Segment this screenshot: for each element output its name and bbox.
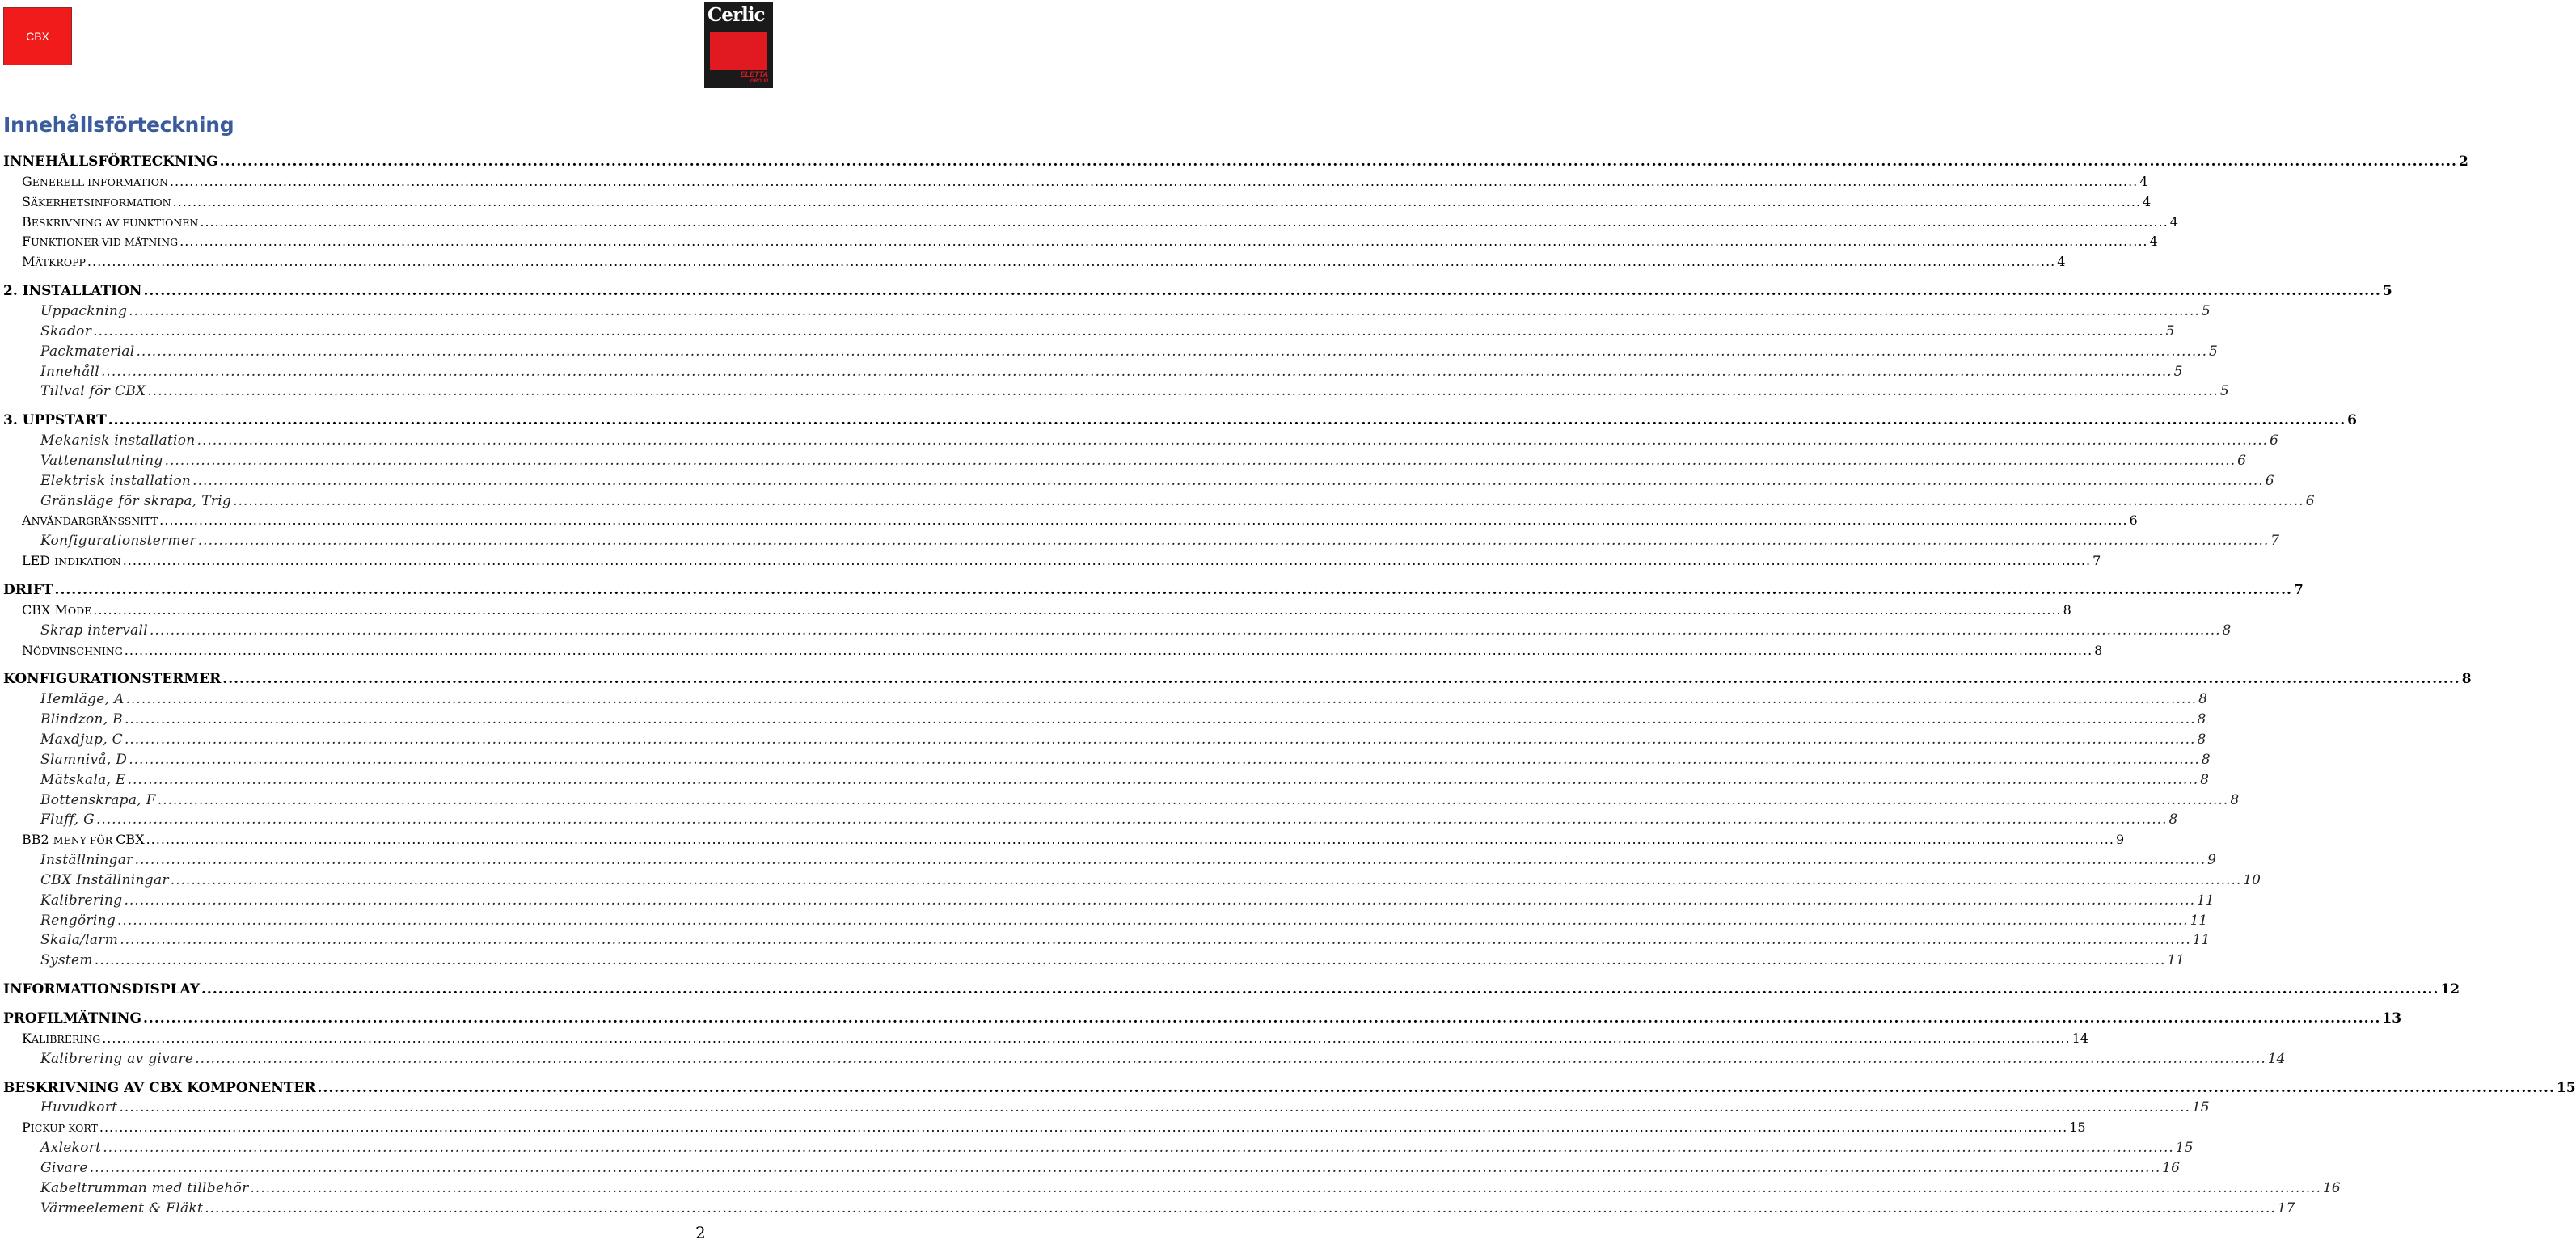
toc-entry-title: Skrap intervall: [40, 622, 149, 639]
toc-entry-page: 8: [2197, 711, 2206, 728]
toc-entry-title: [22, 553, 121, 568]
toc-entry-title: System: [40, 952, 93, 969]
toc-entry[interactable]: [40, 731, 2206, 751]
toc-entry-page: 9: [2115, 832, 2125, 848]
toc-entry[interactable]: [40, 452, 2246, 472]
toc-entry-title: Kalibrering: [40, 892, 123, 909]
toc-entry[interactable]: [40, 852, 2216, 871]
toc-entry-title: [22, 512, 158, 528]
toc-leader-dots: ................................................................................................................................................................................................................................................................................................................................................................................................................: [159, 512, 2128, 529]
toc-entry-page: 6: [2270, 432, 2278, 449]
toc-entry-title: Uppackning: [40, 302, 128, 319]
toc-entry-page: 8: [2201, 751, 2211, 768]
toc-entry[interactable]: [22, 1030, 2088, 1050]
toc-leader-dots: ................................................................................................................................................................................................................................................................................................................................................................................................................: [134, 852, 2206, 869]
toc-entry[interactable]: [40, 932, 2211, 951]
toc-entry-page: 11: [2190, 912, 2208, 929]
toc-entry[interactable]: [40, 1200, 2295, 1220]
toc-entry-title: Packmaterial: [40, 343, 135, 360]
toc-entry[interactable]: [22, 254, 2066, 273]
toc-leader-dots: ................................................................................................................................................................................................................................................................................................................................................................................................................: [201, 981, 2439, 998]
toc-entry-page: 15: [2191, 1099, 2210, 1116]
toc-entry-title: [22, 1120, 98, 1135]
toc-leader-dots: ................................................................................................................................................................................................................................................................................................................................................................................................................: [172, 193, 2141, 209]
toc-heading: Innehållsförteckning: [3, 113, 234, 137]
toc-entry-page: 12: [2440, 981, 2460, 998]
toc-entry[interactable]: [3, 981, 2460, 1001]
toc-entry[interactable]: [3, 154, 2468, 173]
toc-entry-page: 5: [2209, 343, 2218, 360]
toc-entry-cap: BB2: [22, 832, 53, 848]
toc-leader-dots: ................................................................................................................................................................................................................................................................................................................................................................................................................: [222, 671, 2460, 688]
toc-entry-rest: ÖDVINSCHNING: [33, 644, 123, 657]
toc-entry-cap: M: [22, 254, 36, 270]
toc-entry-page: 8: [2197, 731, 2206, 748]
toc-leader-dots: ................................................................................................................................................................................................................................................................................................................................................................................................................: [317, 1079, 2555, 1096]
toc-entry-page: 4: [2139, 173, 2148, 189]
toc-leader-dots: ................................................................................................................................................................................................................................................................................................................................................................................................................: [108, 412, 2346, 429]
toc-entry-title: BESKRIVNING AV CBX KOMPONENTER: [3, 1079, 316, 1096]
toc-entry[interactable]: [40, 791, 2240, 812]
toc-entry[interactable]: [40, 492, 2315, 512]
toc-entry-title: Elektrisk installation: [40, 472, 192, 489]
toc-entry-page: 6: [2129, 512, 2138, 529]
toc-leader-dots: ................................................................................................................................................................................................................................................................................................................................................................................................................: [124, 731, 2196, 748]
toc-entry-cap: K: [22, 1030, 32, 1046]
toc-entry-rest: ÄTKROPP: [35, 256, 86, 269]
toc-entry-title: [22, 832, 145, 847]
logo-tag-eletta: ELETTA: [740, 70, 768, 78]
toc-leader-dots: ................................................................................................................................................................................................................................................................................................................................................................................................................: [179, 234, 2148, 250]
toc-entry-title: Maxdjup, C: [40, 731, 123, 748]
toc-entry[interactable]: [40, 622, 2232, 642]
toc-entry[interactable]: [22, 642, 2103, 662]
toc-entry-page: 5: [2165, 323, 2175, 339]
toc-entry-page: 11: [2197, 892, 2215, 909]
toc-leader-dots: ................................................................................................................................................................................................................................................................................................................................................................................................................: [124, 711, 2196, 728]
toc-entry[interactable]: [40, 1159, 2180, 1179]
toc-entry-title: Fluff, G: [40, 812, 95, 829]
toc-entry-page: 10: [2243, 871, 2261, 888]
toc-entry-title: 2. INSTALLATION: [3, 283, 142, 300]
toc-entry-page: 8: [2094, 642, 2103, 658]
toc-leader-dots: ................................................................................................................................................................................................................................................................................................................................................................................................................: [129, 751, 2200, 768]
toc-entry-title: Axlekort: [40, 1140, 102, 1157]
toc-entry-title: [22, 602, 91, 618]
toc-leader-dots: ................................................................................................................................................................................................................................................................................................................................................................................................................: [150, 622, 2221, 639]
toc-entry[interactable]: [40, 952, 2185, 972]
toc-entry-page: 4: [2149, 234, 2158, 250]
toc-leader-dots: ................................................................................................................................................................................................................................................................................................................................................................................................................: [192, 472, 2264, 489]
toc-leader-dots: ................................................................................................................................................................................................................................................................................................................................................................................................................: [95, 812, 2168, 829]
toc-leader-dots: ................................................................................................................................................................................................................................................................................................................................................................................................................: [196, 432, 2269, 449]
toc-entry-page: 14: [2267, 1050, 2286, 1067]
toc-entry-rest: ÄKERHETSINFORMATION: [30, 196, 171, 209]
toc-entry[interactable]: [40, 472, 2274, 492]
toc-entry[interactable]: [22, 213, 2178, 234]
toc-leader-dots: ................................................................................................................................................................................................................................................................................................................................................................................................................: [120, 932, 2191, 949]
toc-leader-dots: ................................................................................................................................................................................................................................................................................................................................................................................................................: [122, 553, 2092, 569]
toc-leader-dots: ................................................................................................................................................................................................................................................................................................................................................................................................................: [197, 533, 2270, 550]
toc-entry-page: 8: [2222, 622, 2232, 639]
toc-entry[interactable]: [40, 363, 2183, 383]
toc-leader-dots: ................................................................................................................................................................................................................................................................................................................................................................................................................: [119, 1099, 2190, 1116]
toc-entry-title: Bottenskrapa, F: [40, 791, 156, 808]
toc-leader-dots: ................................................................................................................................................................................................................................................................................................................................................................................................................: [94, 952, 2166, 969]
toc-entry[interactable]: [3, 412, 2357, 432]
toc-entry-page: 8: [2461, 671, 2472, 688]
toc-entry[interactable]: [3, 1010, 2402, 1030]
toc-entry-title: 3. UPPSTART: [3, 412, 107, 429]
toc-entry[interactable]: [22, 601, 2071, 622]
toc-entry-page: 7: [2092, 553, 2101, 569]
toc-entry-title: KONFIGURATIONSTERMER: [3, 671, 222, 688]
toc-entry-rest: MENY FÖR: [53, 834, 116, 847]
toc-entry-page: 15: [2175, 1140, 2194, 1157]
toc-entry[interactable]: [3, 671, 2472, 690]
toc-entry-rest: INDIKATION: [54, 555, 121, 568]
toc-entry[interactable]: [40, 432, 2278, 452]
toc-entry-page: 9: [2207, 852, 2216, 869]
toc-entry-title: Givare: [40, 1159, 88, 1176]
toc-entry[interactable]: [22, 234, 2158, 253]
toc-entry-page: 5: [2173, 363, 2183, 380]
toc-entry-title: [22, 194, 171, 209]
toc-entry-title: [22, 214, 198, 230]
toc-entry-page: 11: [2192, 932, 2211, 949]
toc-leader-dots: ................................................................................................................................................................................................................................................................................................................................................................................................................: [250, 1179, 2322, 1196]
toc-leader-dots: ................................................................................................................................................................................................................................................................................................................................................................................................................: [147, 383, 2219, 400]
toc-leader-dots: ................................................................................................................................................................................................................................................................................................................................................................................................................: [99, 1120, 2068, 1136]
toc-entry[interactable]: [40, 383, 2229, 403]
toc-entry[interactable]: [40, 912, 2208, 932]
logo-tag-group: GROUP: [750, 79, 768, 84]
toc-entry-page: 15: [2556, 1079, 2576, 1096]
toc-entry[interactable]: [40, 711, 2206, 731]
toc-entry-title: Kabeltrumman med tillbehör: [40, 1179, 249, 1196]
toc-leader-dots: ................................................................................................................................................................................................................................................................................................................................................................................................................: [101, 363, 2173, 380]
toc-entry-rest: UNKTIONER VID MÄTNING: [31, 236, 179, 249]
toc-entry[interactable]: [40, 871, 2261, 892]
toc-entry[interactable]: [40, 1140, 2194, 1159]
toc-entry-title: [22, 234, 178, 249]
toc-entry-page: 8: [2198, 691, 2207, 708]
toc-entry[interactable]: [40, 691, 2207, 711]
toc-entry[interactable]: [22, 832, 2125, 851]
toc-entry-page: 16: [2323, 1179, 2341, 1196]
toc-entry-title: Kalibrering av givare: [40, 1050, 194, 1067]
toc-entry-title: Värmeelement & Fläkt: [40, 1200, 204, 1217]
toc-entry[interactable]: [22, 1120, 2086, 1139]
toc-entry-page: 6: [2347, 412, 2357, 429]
toc-leader-dots: ................................................................................................................................................................................................................................................................................................................................................................................................................: [89, 1159, 2161, 1176]
toc-entry[interactable]: [3, 283, 2392, 302]
toc-entry-cap: G: [22, 173, 32, 189]
toc-entry[interactable]: [40, 812, 2178, 831]
toc-entry-title: Skala/larm: [40, 932, 119, 949]
toc-entry-title: PROFILMÄTNING: [3, 1010, 141, 1027]
toc-entry-title: Slamnivå, D: [40, 751, 128, 768]
toc-entry-title: [22, 254, 86, 269]
toc-entry-cap: N: [22, 642, 33, 658]
toc-leader-dots: ................................................................................................................................................................................................................................................................................................................................................................................................................: [87, 254, 2056, 270]
toc-entry[interactable]: [40, 751, 2211, 771]
toc-entry-page: 4: [2057, 254, 2066, 270]
toc-leader-dots: ................................................................................................................................................................................................................................................................................................................................................................................................................: [125, 691, 2198, 708]
toc-leader-dots: ................................................................................................................................................................................................................................................................................................................................................................................................................: [200, 213, 2168, 230]
toc-entry-rest: ICKUP KORT: [30, 1122, 98, 1135]
toc-entry-rest: ALIBRERING: [31, 1032, 101, 1045]
toc-entry[interactable]: [40, 323, 2175, 343]
toc-entry-rest: ESKRIVNING AV FUNKTIONEN: [31, 216, 199, 229]
toc-entry-rest: NVÄNDARGRÄNSSNITT: [31, 515, 158, 528]
toc-leader-dots: ................................................................................................................................................................................................................................................................................................................................................................................................................: [219, 154, 2457, 170]
toc-entry-page: 16: [2162, 1159, 2180, 1176]
toc-entry-title: Skador: [40, 323, 92, 339]
toc-leader-dots: ................................................................................................................................................................................................................................................................................................................................................................................................................: [136, 343, 2208, 360]
page-number: 2: [695, 1223, 706, 1242]
toc-entry-title: Huvudkort: [40, 1099, 118, 1116]
toc-leader-dots: ................................................................................................................................................................................................................................................................................................................................................................................................................: [169, 173, 2139, 189]
toc-entry-title: [22, 174, 168, 189]
toc-leader-dots: ................................................................................................................................................................................................................................................................................................................................................................................................................: [129, 302, 2200, 319]
toc-entry-title: Tillval för CBX: [40, 383, 146, 400]
toc-entry-page: 5: [2201, 302, 2211, 319]
toc-entry-page: 4: [2142, 193, 2152, 209]
toc-entry-cap: F: [22, 234, 32, 250]
toc-leader-dots: ................................................................................................................................................................................................................................................................................................................................................................................................................: [146, 832, 2114, 848]
toc-entry-title: Blindzon, B: [40, 711, 123, 728]
toc-entry[interactable]: [40, 533, 2280, 552]
toc-entry-page: 13: [2382, 1010, 2402, 1027]
toc-leader-dots: ................................................................................................................................................................................................................................................................................................................................................................................................................: [93, 323, 2164, 339]
toc-entry-page: 7: [2270, 533, 2280, 550]
toc-entry-page: 8: [2200, 771, 2209, 788]
toc-entry[interactable]: [40, 302, 2211, 323]
toc-entry-cap: B: [22, 213, 32, 230]
toc-entry-title: Inställningar: [40, 852, 133, 869]
toc-leader-dots: ................................................................................................................................................................................................................................................................................................................................................................................................................: [157, 791, 2229, 808]
toc-entry-title: Gränsläge för skrapa, Trig: [40, 492, 232, 509]
toc-entry-page: 5: [2382, 283, 2392, 300]
toc-entry-page: 17: [2277, 1200, 2295, 1217]
toc-entry-title: Innehåll: [40, 363, 100, 380]
logo-name: Cerlic: [707, 4, 765, 26]
toc-leader-dots: ................................................................................................................................................................................................................................................................................................................................................................................................................: [124, 642, 2093, 658]
toc-entry-rest: ENERELL INFORMATION: [32, 175, 168, 188]
toc-entry-page: 7: [2293, 582, 2304, 598]
toc-entry-page: 6: [2265, 472, 2274, 489]
toc-entry-cap: S: [22, 193, 31, 209]
toc-entry-title: Hemläge, A: [40, 691, 125, 708]
toc-leader-dots: ................................................................................................................................................................................................................................................................................................................................................................................................................: [205, 1200, 2276, 1217]
toc-entry[interactable]: [22, 553, 2101, 572]
toc-entry-title: [22, 1031, 100, 1046]
toc-entry[interactable]: [22, 512, 2138, 532]
toc-entry-page: 15: [2069, 1120, 2086, 1136]
toc-leader-dots: ................................................................................................................................................................................................................................................................................................................................................................................................................: [195, 1050, 2266, 1067]
toc-leader-dots: ................................................................................................................................................................................................................................................................................................................................................................................................................: [127, 771, 2199, 788]
toc-entry[interactable]: [3, 582, 2304, 601]
toc-entry-cap: P: [22, 1120, 31, 1136]
toc-entry-tail: CBX: [116, 832, 145, 848]
toc-entry-title: [22, 643, 123, 658]
toc-leader-dots: ................................................................................................................................................................................................................................................................................................................................................................................................................: [117, 912, 2189, 929]
toc-entry-page: 6: [2237, 452, 2246, 469]
toc-entry-page: 8: [2063, 601, 2071, 618]
toc-entry-title: Mekanisk installation: [40, 432, 196, 449]
cbx-label: CBX: [26, 30, 49, 43]
toc-entry[interactable]: [40, 1099, 2210, 1119]
toc-leader-dots: ................................................................................................................................................................................................................................................................................................................................................................................................................: [170, 871, 2242, 888]
toc-entry[interactable]: [3, 1079, 2576, 1099]
toc-entry[interactable]: [40, 1050, 2286, 1070]
toc-entry-title: CBX Inställningar: [40, 871, 169, 888]
toc-entry[interactable]: [40, 343, 2218, 363]
toc-leader-dots: ................................................................................................................................................................................................................................................................................................................................................................................................................: [142, 1010, 2381, 1027]
toc-leader-dots: ................................................................................................................................................................................................................................................................................................................................................................................................................: [124, 892, 2196, 909]
toc-entry[interactable]: [22, 173, 2148, 193]
toc-entry[interactable]: [40, 771, 2209, 791]
toc-leader-dots: ................................................................................................................................................................................................................................................................................................................................................................................................................: [54, 582, 2292, 598]
toc-entry-title: DRIFT: [3, 582, 53, 598]
toc-entry-cap: CBX M: [22, 601, 68, 618]
toc-leader-dots: ................................................................................................................................................................................................................................................................................................................................................................................................................: [143, 283, 2381, 300]
toc-entry-page: 8: [2168, 812, 2178, 829]
toc-entry-title: INFORMATIONSDISPLAY: [3, 981, 200, 998]
toc-entry-title: Rengöring: [40, 912, 116, 929]
toc-entry-page: 2: [2458, 154, 2468, 170]
toc-leader-dots: ................................................................................................................................................................................................................................................................................................................................................................................................................: [233, 492, 2304, 509]
toc-entry-page: 5: [2219, 383, 2229, 400]
toc-entry-title: INNEHÅLLSFÖRTECKNING: [3, 154, 218, 170]
toc-entry-cap: A: [22, 512, 32, 529]
toc-entry-page: 4: [2169, 213, 2178, 230]
toc-entry-title: Mätskala, E: [40, 771, 126, 788]
toc-entry-page: 6: [2305, 492, 2315, 509]
toc-entry-title: Vattenanslutning: [40, 452, 163, 469]
toc-leader-dots: ................................................................................................................................................................................................................................................................................................................................................................................................................: [103, 1140, 2174, 1157]
toc-leader-dots: ................................................................................................................................................................................................................................................................................................................................................................................................................: [93, 601, 2062, 618]
toc-entry-title: Konfigurationstermer: [40, 533, 196, 550]
toc-entry-rest: ODE: [67, 604, 92, 617]
toc-entry-cap: LED: [22, 553, 55, 569]
toc-entry[interactable]: [22, 193, 2152, 213]
toc-entry-page: 11: [2167, 952, 2185, 969]
toc-entry-page: 14: [2071, 1030, 2088, 1046]
toc-leader-dots: ................................................................................................................................................................................................................................................................................................................................................................................................................: [164, 452, 2236, 469]
toc-leader-dots: ................................................................................................................................................................................................................................................................................................................................................................................................................: [102, 1030, 2071, 1046]
toc-entry[interactable]: [40, 1179, 2341, 1200]
toc-entry-page: 8: [2230, 791, 2240, 808]
toc-entry[interactable]: [40, 892, 2215, 912]
